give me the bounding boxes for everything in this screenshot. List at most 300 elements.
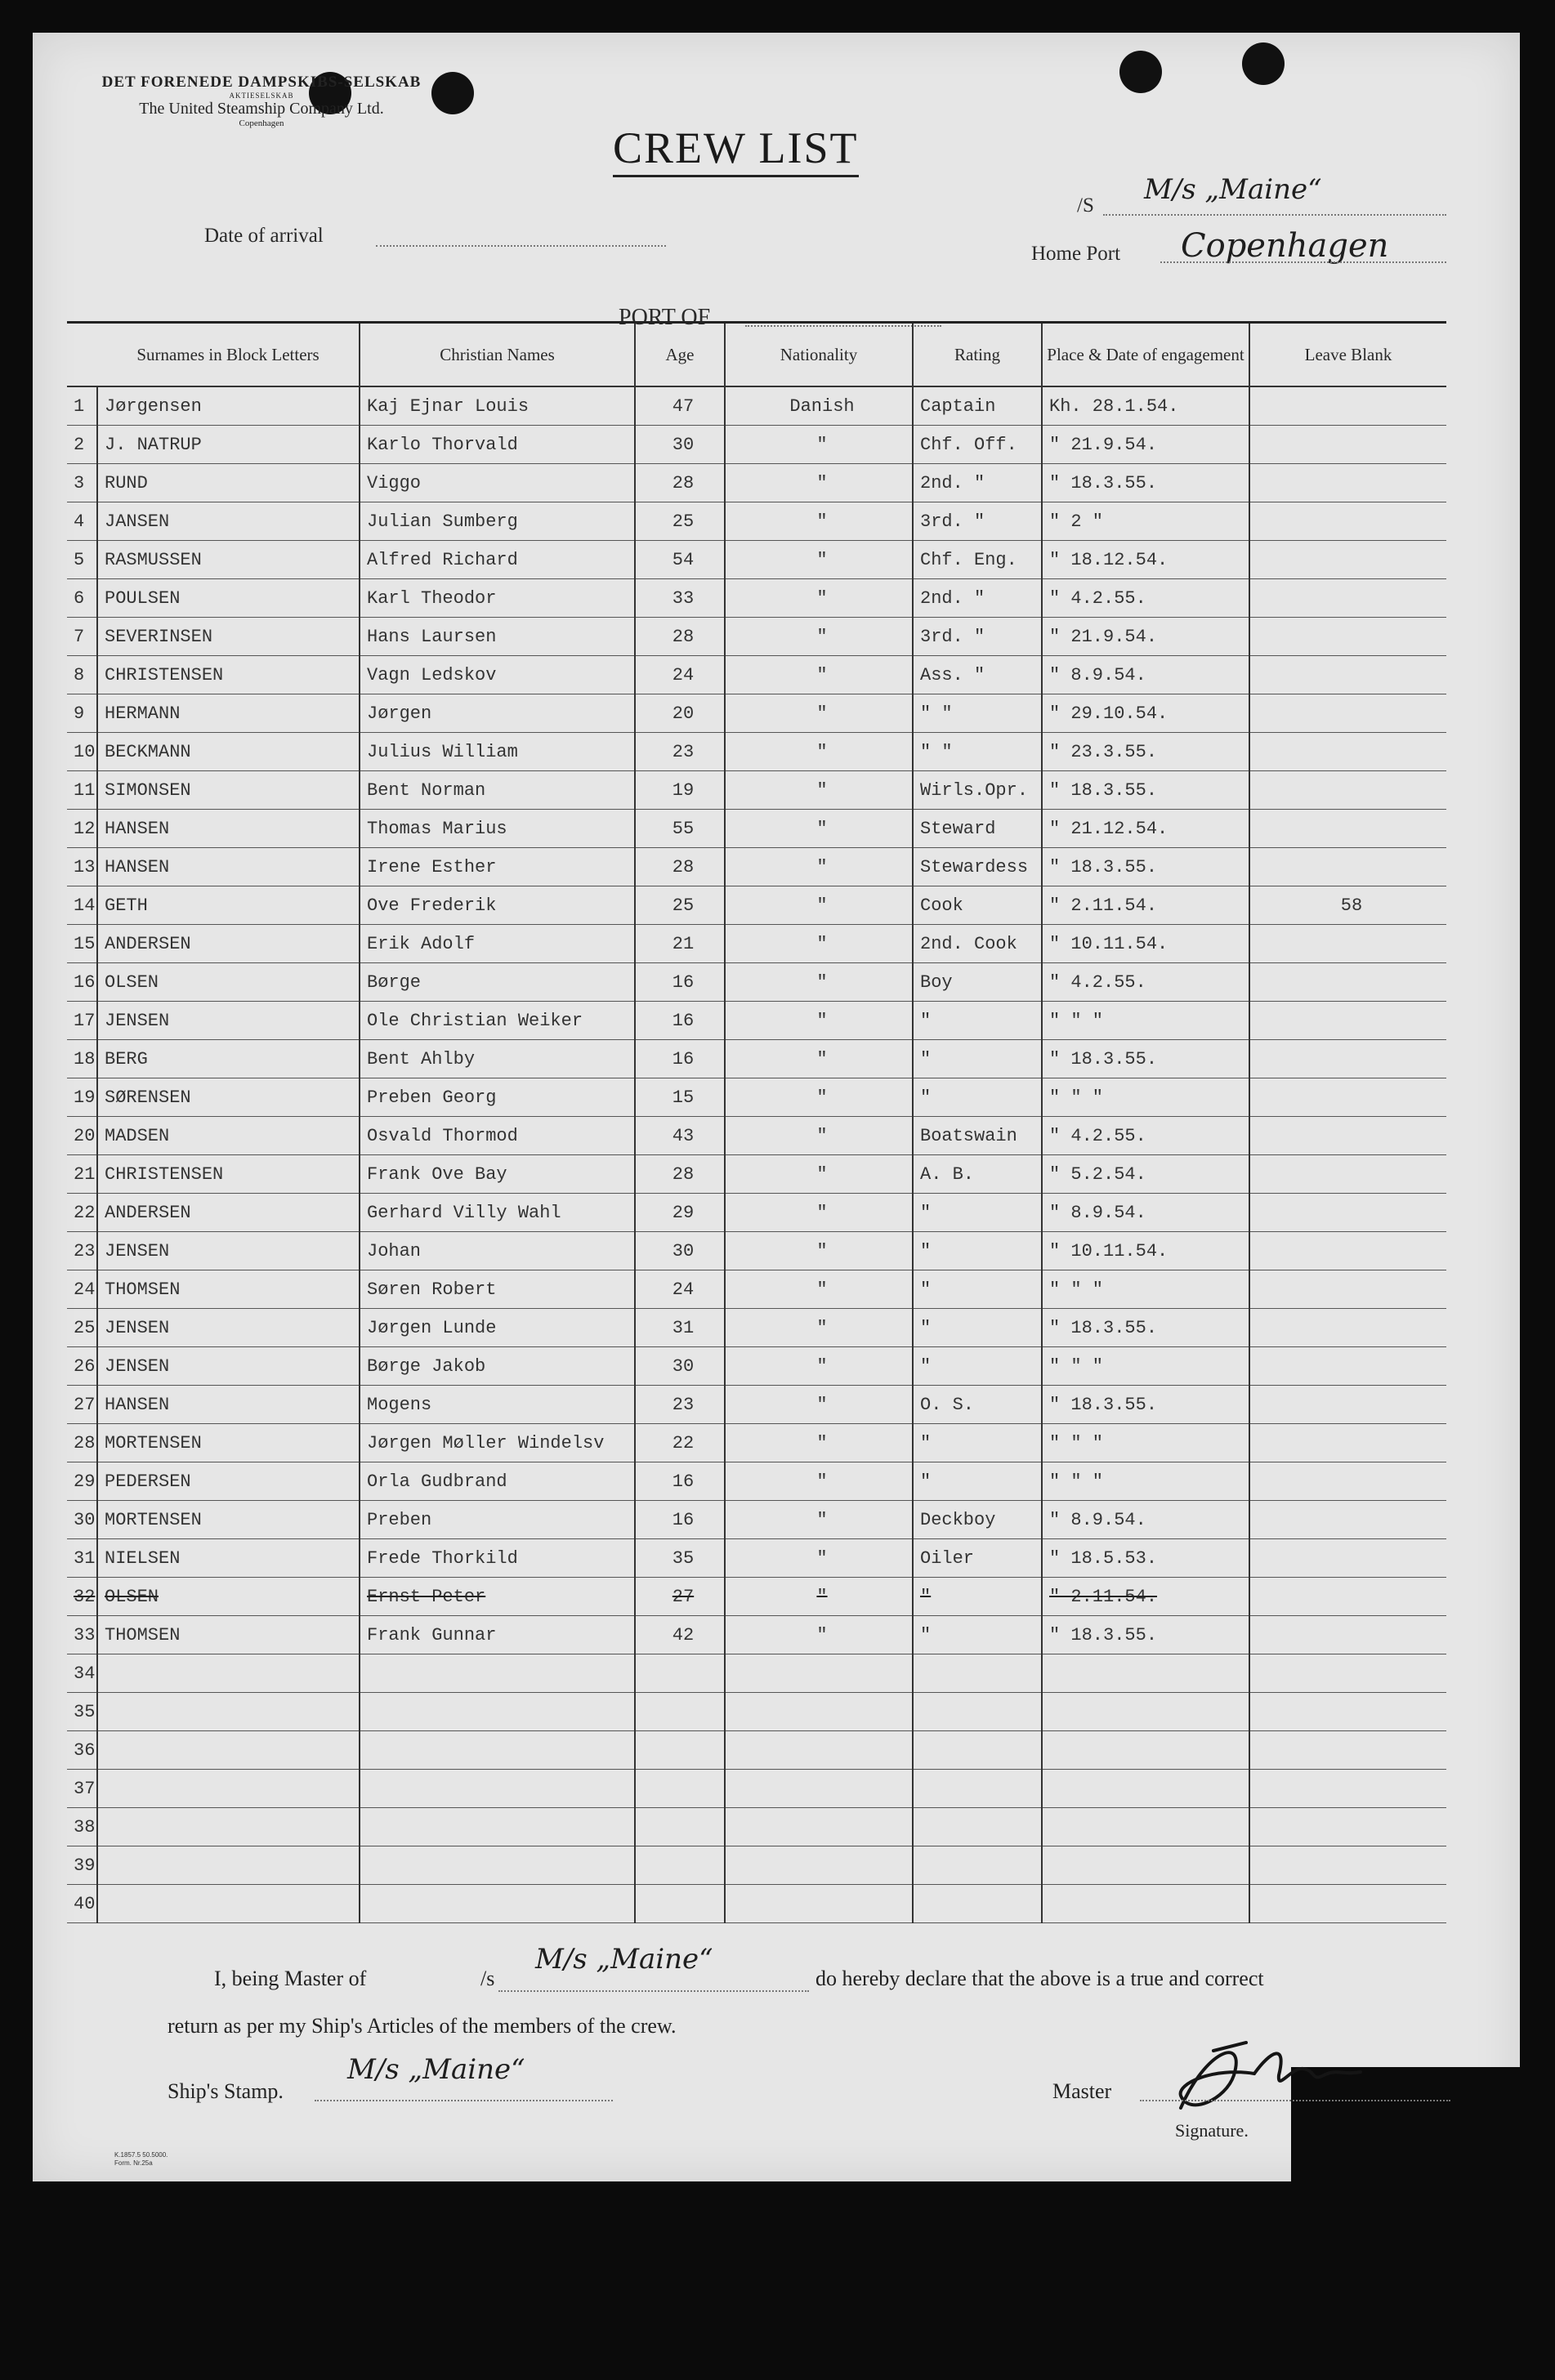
cell-rating: Chf. Eng.: [913, 541, 1042, 579]
form-code-line2: Form. Nr.25a: [114, 2159, 153, 2167]
row-number: 11: [67, 771, 97, 810]
row-number: 18: [67, 1040, 97, 1078]
cell-surname: MORTENSEN: [97, 1424, 360, 1462]
table-row: [67, 1424, 1446, 1462]
cell-christian-names: [360, 1693, 635, 1731]
cell-place-date: " 8.9.54.: [1042, 656, 1249, 694]
cell-age: [635, 1846, 725, 1885]
cell-nationality: ": [725, 925, 913, 963]
cell-place-date: " " ": [1042, 1462, 1249, 1501]
table-row: [67, 1578, 1446, 1616]
cell-surname: [97, 1731, 360, 1770]
table-row: [67, 1654, 1446, 1693]
row-number: 8: [67, 656, 97, 694]
cell-rating: [913, 1808, 1042, 1846]
cell-leave-blank: [1249, 1616, 1446, 1654]
master-label: Master: [1052, 2079, 1112, 2103]
cell-surname: THOMSEN: [97, 1616, 360, 1654]
declaration-text-3: return as per my Ship's Articles of the members of the crew.: [168, 2014, 677, 2038]
cell-rating: Steward: [913, 810, 1042, 848]
cell-nationality: ": [725, 1347, 913, 1386]
cell-rating: 2nd. ": [913, 579, 1042, 618]
cell-leave-blank: [1249, 426, 1446, 464]
table-row: [67, 1693, 1446, 1731]
column-header-nationality: Nationality: [725, 323, 913, 387]
cell-leave-blank: [1249, 1270, 1446, 1309]
cell-place-date: [1042, 1654, 1249, 1693]
cell-age: 28: [635, 618, 725, 656]
table-row: [67, 579, 1446, 618]
cell-christian-names: Johan: [360, 1232, 635, 1270]
table-row: [67, 1539, 1446, 1578]
cell-surname: JENSEN: [97, 1002, 360, 1040]
table-row: [67, 1808, 1446, 1846]
cell-leave-blank: [1249, 656, 1446, 694]
cell-leave-blank: [1249, 694, 1446, 733]
cell-place-date: " 23.3.55.: [1042, 733, 1249, 771]
cell-age: 21: [635, 925, 725, 963]
cell-rating: 2nd. Cook: [913, 925, 1042, 963]
row-number: 23: [67, 1232, 97, 1270]
cell-place-date: " " ": [1042, 1078, 1249, 1117]
cell-leave-blank: [1249, 1078, 1446, 1117]
cell-nationality: ": [725, 618, 913, 656]
declaration-text-1: I, being Master of: [214, 1967, 367, 1990]
cell-age: [635, 1770, 725, 1808]
cell-surname: JENSEN: [97, 1347, 360, 1386]
table-row: [67, 771, 1446, 810]
cell-surname: [97, 1846, 360, 1885]
row-number: 37: [67, 1770, 97, 1808]
cell-rating: [913, 1846, 1042, 1885]
cell-leave-blank: [1249, 1578, 1446, 1616]
cell-leave-blank: [1249, 1808, 1446, 1846]
row-number: 19: [67, 1078, 97, 1117]
cell-nationality: ": [725, 1155, 913, 1194]
cell-age: 30: [635, 426, 725, 464]
cell-christian-names: Jørgen Møller Windelsv: [360, 1424, 635, 1462]
cell-surname: BERG: [97, 1040, 360, 1078]
row-number: 26: [67, 1347, 97, 1386]
table-row: [67, 1462, 1446, 1501]
table-row: [67, 733, 1446, 771]
cell-surname: OLSEN: [97, 1578, 360, 1616]
cell-nationality: ": [725, 1232, 913, 1270]
cell-age: 28: [635, 1155, 725, 1194]
table-row: [67, 848, 1446, 886]
row-number: 30: [67, 1501, 97, 1539]
cell-leave-blank: [1249, 1885, 1446, 1923]
cell-rating: ": [913, 1578, 1042, 1616]
table-row: [67, 1501, 1446, 1539]
cell-age: 27: [635, 1578, 725, 1616]
cell-nationality: ": [725, 579, 913, 618]
row-number: 39: [67, 1846, 97, 1885]
cell-nationality: ": [725, 733, 913, 771]
cell-nationality: ": [725, 656, 913, 694]
cell-rating: Oiler: [913, 1539, 1042, 1578]
row-number: 28: [67, 1424, 97, 1462]
cell-rating: A. B.: [913, 1155, 1042, 1194]
cell-rating: Ass. ": [913, 656, 1042, 694]
cell-rating: Deckboy: [913, 1501, 1042, 1539]
cell-age: 35: [635, 1539, 725, 1578]
table-row: [67, 1232, 1446, 1270]
cell-leave-blank: [1249, 579, 1446, 618]
cell-surname: SØRENSEN: [97, 1078, 360, 1117]
cell-christian-names: Karl Theodor: [360, 579, 635, 618]
cell-christian-names: [360, 1770, 635, 1808]
table-row: [67, 1846, 1446, 1885]
cell-leave-blank: [1249, 1424, 1446, 1462]
declaration-vessel-field: [498, 1990, 809, 1992]
cell-rating: ": [913, 1347, 1042, 1386]
cell-rating: Captain: [913, 386, 1042, 426]
cell-rating: Stewardess: [913, 848, 1042, 886]
row-number: 6: [67, 579, 97, 618]
cell-age: [635, 1693, 725, 1731]
form-code-line1: K.1857.5 50.5000.: [114, 2151, 168, 2159]
cell-surname: SIMONSEN: [97, 771, 360, 810]
cell-place-date: Kh. 28.1.54.: [1042, 386, 1249, 426]
cell-age: 42: [635, 1616, 725, 1654]
row-number: 7: [67, 618, 97, 656]
cell-place-date: " 18.3.55.: [1042, 771, 1249, 810]
table-row: [67, 618, 1446, 656]
cell-surname: CHRISTENSEN: [97, 656, 360, 694]
column-header-surnames: Surnames in Block Letters: [97, 323, 360, 387]
cell-christian-names: [360, 1731, 635, 1770]
ships-stamp-field: [315, 2100, 613, 2101]
cell-rating: ": [913, 1462, 1042, 1501]
cell-christian-names: [360, 1885, 635, 1923]
cell-christian-names: Gerhard Villy Wahl: [360, 1194, 635, 1232]
cell-leave-blank: [1249, 963, 1446, 1002]
table-row: [67, 426, 1446, 464]
cell-age: 20: [635, 694, 725, 733]
table-row: [67, 1194, 1446, 1232]
cell-rating: [913, 1885, 1042, 1923]
cell-rating: 3rd. ": [913, 618, 1042, 656]
cell-surname: HANSEN: [97, 848, 360, 886]
cell-christian-names: Ole Christian Weiker: [360, 1002, 635, 1040]
cell-rating: ": [913, 1194, 1042, 1232]
cell-surname: [97, 1654, 360, 1693]
table-row: [67, 1117, 1446, 1155]
crew-table-body: [67, 386, 1446, 1923]
cell-age: 25: [635, 502, 725, 541]
cell-nationality: ": [725, 1309, 913, 1347]
cell-age: 55: [635, 810, 725, 848]
cell-leave-blank: [1249, 1501, 1446, 1539]
row-number: 10: [67, 733, 97, 771]
table-header-row: [67, 323, 1446, 387]
cell-place-date: " 18.3.55.: [1042, 1386, 1249, 1424]
column-header-place-date: Place & Date of engagement: [1042, 323, 1249, 387]
cell-nationality: [725, 1846, 913, 1885]
cell-rating: Boatswain: [913, 1117, 1042, 1155]
cell-christian-names: Osvald Thormod: [360, 1117, 635, 1155]
cell-place-date: [1042, 1846, 1249, 1885]
cell-rating: O. S.: [913, 1386, 1042, 1424]
cell-leave-blank: [1249, 733, 1446, 771]
cell-nationality: ": [725, 1578, 913, 1616]
cell-leave-blank: [1249, 771, 1446, 810]
row-number: 4: [67, 502, 97, 541]
cell-place-date: " 29.10.54.: [1042, 694, 1249, 733]
home-port-label: Home Port: [1031, 243, 1121, 265]
row-number: 31: [67, 1539, 97, 1578]
cell-leave-blank: [1249, 1731, 1446, 1770]
cell-surname: ANDERSEN: [97, 1194, 360, 1232]
cell-place-date: " 8.9.54.: [1042, 1194, 1249, 1232]
row-number: 38: [67, 1808, 97, 1846]
cell-christian-names: Ernst Peter: [360, 1578, 635, 1616]
cell-surname: BECKMANN: [97, 733, 360, 771]
column-header-rating: Rating: [913, 323, 1042, 387]
cell-age: 30: [635, 1347, 725, 1386]
cell-nationality: ": [725, 1117, 913, 1155]
cell-leave-blank: [1249, 1539, 1446, 1578]
cell-christian-names: Søren Robert: [360, 1270, 635, 1309]
cell-surname: GETH: [97, 886, 360, 925]
table-row: [67, 1885, 1446, 1923]
cell-place-date: " 18.3.55.: [1042, 1040, 1249, 1078]
cell-nationality: ": [725, 502, 913, 541]
cell-leave-blank: [1249, 1654, 1446, 1693]
row-number: 33: [67, 1616, 97, 1654]
cell-nationality: ": [725, 1386, 913, 1424]
cell-surname: THOMSEN: [97, 1270, 360, 1309]
cell-leave-blank: [1249, 386, 1446, 426]
home-port-field: [1160, 261, 1446, 263]
master-signature-field: [1140, 2100, 1450, 2101]
cell-age: 16: [635, 1040, 725, 1078]
cell-surname: CHRISTENSEN: [97, 1155, 360, 1194]
cell-christian-names: Preben: [360, 1501, 635, 1539]
cell-nationality: ": [725, 1424, 913, 1462]
company-header: [74, 74, 449, 128]
cell-place-date: " 21.12.54.: [1042, 810, 1249, 848]
table-row: [67, 1731, 1446, 1770]
cell-christian-names: Viggo: [360, 464, 635, 502]
cell-christian-names: Hans Laursen: [360, 618, 635, 656]
cell-place-date: " 21.9.54.: [1042, 618, 1249, 656]
cell-surname: SEVERINSEN: [97, 618, 360, 656]
cell-leave-blank: [1249, 848, 1446, 886]
ships-stamp-label: Ship's Stamp.: [168, 2079, 284, 2103]
cell-surname: [97, 1885, 360, 1923]
cell-rating: Boy: [913, 963, 1042, 1002]
row-number: 9: [67, 694, 97, 733]
company-type: AKTIESELSKAB: [229, 92, 294, 100]
date-of-arrival-field: [376, 245, 666, 247]
cell-leave-blank: [1249, 1040, 1446, 1078]
cell-surname: HERMANN: [97, 694, 360, 733]
cell-nationality: ": [725, 1462, 913, 1501]
cell-age: 16: [635, 963, 725, 1002]
cell-christian-names: [360, 1846, 635, 1885]
cell-christian-names: Børge Jakob: [360, 1347, 635, 1386]
table-row: [67, 810, 1446, 848]
row-number: 24: [67, 1270, 97, 1309]
cell-leave-blank: [1249, 1770, 1446, 1808]
cell-surname: PEDERSEN: [97, 1462, 360, 1501]
cell-place-date: " 5.2.54.: [1042, 1155, 1249, 1194]
cell-rating: ": [913, 1616, 1042, 1654]
cell-rating: 3rd. ": [913, 502, 1042, 541]
cell-surname: NIELSEN: [97, 1539, 360, 1578]
cell-leave-blank: [1249, 1232, 1446, 1270]
cell-place-date: " 18.12.54.: [1042, 541, 1249, 579]
row-number: 20: [67, 1117, 97, 1155]
cell-christian-names: Jørgen: [360, 694, 635, 733]
cell-surname: JENSEN: [97, 1309, 360, 1347]
cell-rating: [913, 1731, 1042, 1770]
cell-place-date: " " ": [1042, 1002, 1249, 1040]
table-row: [67, 1386, 1446, 1424]
cell-nationality: [725, 1731, 913, 1770]
cell-age: 24: [635, 1270, 725, 1309]
table-row: [67, 1347, 1446, 1386]
cell-leave-blank: [1249, 1194, 1446, 1232]
table-row: [67, 925, 1446, 963]
cell-nationality: ": [725, 886, 913, 925]
cell-christian-names: Ove Frederik: [360, 886, 635, 925]
cell-place-date: [1042, 1770, 1249, 1808]
cell-place-date: " 4.2.55.: [1042, 1117, 1249, 1155]
cell-place-date: " 18.3.55.: [1042, 848, 1249, 886]
cell-christian-names: Frank Gunnar: [360, 1616, 635, 1654]
cell-age: 22: [635, 1424, 725, 1462]
cell-leave-blank: [1249, 1002, 1446, 1040]
port-of-label: PORT OF: [619, 305, 711, 330]
column-header-leave-blank: Leave Blank: [1249, 323, 1446, 387]
column-header-age: Age: [635, 323, 725, 387]
table-row: [67, 1155, 1446, 1194]
cell-age: [635, 1654, 725, 1693]
cell-leave-blank: [1249, 1347, 1446, 1386]
cell-place-date: " " ": [1042, 1270, 1249, 1309]
page-title: CREW LIST: [613, 123, 859, 177]
cell-rating: ": [913, 1270, 1042, 1309]
cell-rating: 2nd. ": [913, 464, 1042, 502]
cell-christian-names: Jørgen Lunde: [360, 1309, 635, 1347]
row-number: 29: [67, 1462, 97, 1501]
table-row: [67, 1616, 1446, 1654]
cell-nationality: ": [725, 1194, 913, 1232]
cell-nationality: [725, 1770, 913, 1808]
cell-place-date: " 8.9.54.: [1042, 1501, 1249, 1539]
cell-age: 16: [635, 1462, 725, 1501]
cell-leave-blank: [1249, 810, 1446, 848]
table-row: [67, 464, 1446, 502]
cell-leave-blank: [1249, 618, 1446, 656]
cell-rating: Cook: [913, 886, 1042, 925]
cell-place-date: " 18.3.55.: [1042, 464, 1249, 502]
cell-place-date: [1042, 1885, 1249, 1923]
cell-christian-names: Bent Norman: [360, 771, 635, 810]
cell-age: 28: [635, 848, 725, 886]
table-row: [67, 963, 1446, 1002]
cell-christian-names: Julius William: [360, 733, 635, 771]
cell-christian-names: Preben Georg: [360, 1078, 635, 1117]
table-row: [67, 386, 1446, 426]
cell-nationality: [725, 1693, 913, 1731]
cell-surname: JENSEN: [97, 1232, 360, 1270]
table-row: [67, 502, 1446, 541]
cell-place-date: " 21.9.54.: [1042, 426, 1249, 464]
cell-christian-names: [360, 1808, 635, 1846]
cell-age: 16: [635, 1002, 725, 1040]
cell-age: 28: [635, 464, 725, 502]
cell-surname: [97, 1770, 360, 1808]
cell-nationality: ": [725, 1270, 913, 1309]
cell-age: 16: [635, 1501, 725, 1539]
cell-nationality: [725, 1808, 913, 1846]
cell-rating: ": [913, 1040, 1042, 1078]
cell-place-date: " 4.2.55.: [1042, 579, 1249, 618]
cell-surname: POULSEN: [97, 579, 360, 618]
cell-place-date: [1042, 1808, 1249, 1846]
cell-place-date: " 18.3.55.: [1042, 1616, 1249, 1654]
cell-age: 33: [635, 579, 725, 618]
cell-place-date: " " ": [1042, 1424, 1249, 1462]
cell-christian-names: Bent Ahlby: [360, 1040, 635, 1078]
cell-leave-blank: [1249, 502, 1446, 541]
cell-nationality: ": [725, 810, 913, 848]
row-number: 12: [67, 810, 97, 848]
declaration-vessel-name: M/s „Maine“: [535, 1943, 713, 1976]
cell-christian-names: Irene Esther: [360, 848, 635, 886]
table-row: [67, 1002, 1446, 1040]
row-number: 40: [67, 1885, 97, 1923]
vessel-field: [1103, 214, 1446, 216]
cell-leave-blank: [1249, 1155, 1446, 1194]
vessel-name: M/s „Maine“: [1144, 173, 1322, 206]
date-of-arrival-label: Date of arrival: [204, 225, 324, 247]
punch-hole: [1242, 42, 1285, 85]
row-number: 21: [67, 1155, 97, 1194]
company-english-name: The United Steamship Company Ltd.: [139, 100, 384, 118]
table-row: [67, 1309, 1446, 1347]
cell-surname: Jørgensen: [97, 386, 360, 426]
table-row: [67, 656, 1446, 694]
cell-place-date: " 10.11.54.: [1042, 925, 1249, 963]
cell-leave-blank: [1249, 464, 1446, 502]
cell-rating: [913, 1693, 1042, 1731]
cell-age: 30: [635, 1232, 725, 1270]
cell-nationality: ": [725, 1501, 913, 1539]
cell-place-date: " 2.11.54.: [1042, 1578, 1249, 1616]
cell-surname: OLSEN: [97, 963, 360, 1002]
cell-rating: ": [913, 1078, 1042, 1117]
table-row: [67, 694, 1446, 733]
home-port-value: Copenhagen: [1181, 227, 1389, 265]
cell-christian-names: Julian Sumberg: [360, 502, 635, 541]
cell-rating: ": [913, 1424, 1042, 1462]
row-number: 36: [67, 1731, 97, 1770]
cell-surname: [97, 1808, 360, 1846]
cell-place-date: [1042, 1693, 1249, 1731]
cell-age: 23: [635, 1386, 725, 1424]
cell-surname: MORTENSEN: [97, 1501, 360, 1539]
table-row: [67, 886, 1446, 925]
cell-place-date: " 4.2.55.: [1042, 963, 1249, 1002]
cell-age: [635, 1731, 725, 1770]
row-number: 15: [67, 925, 97, 963]
cell-nationality: ": [725, 963, 913, 1002]
